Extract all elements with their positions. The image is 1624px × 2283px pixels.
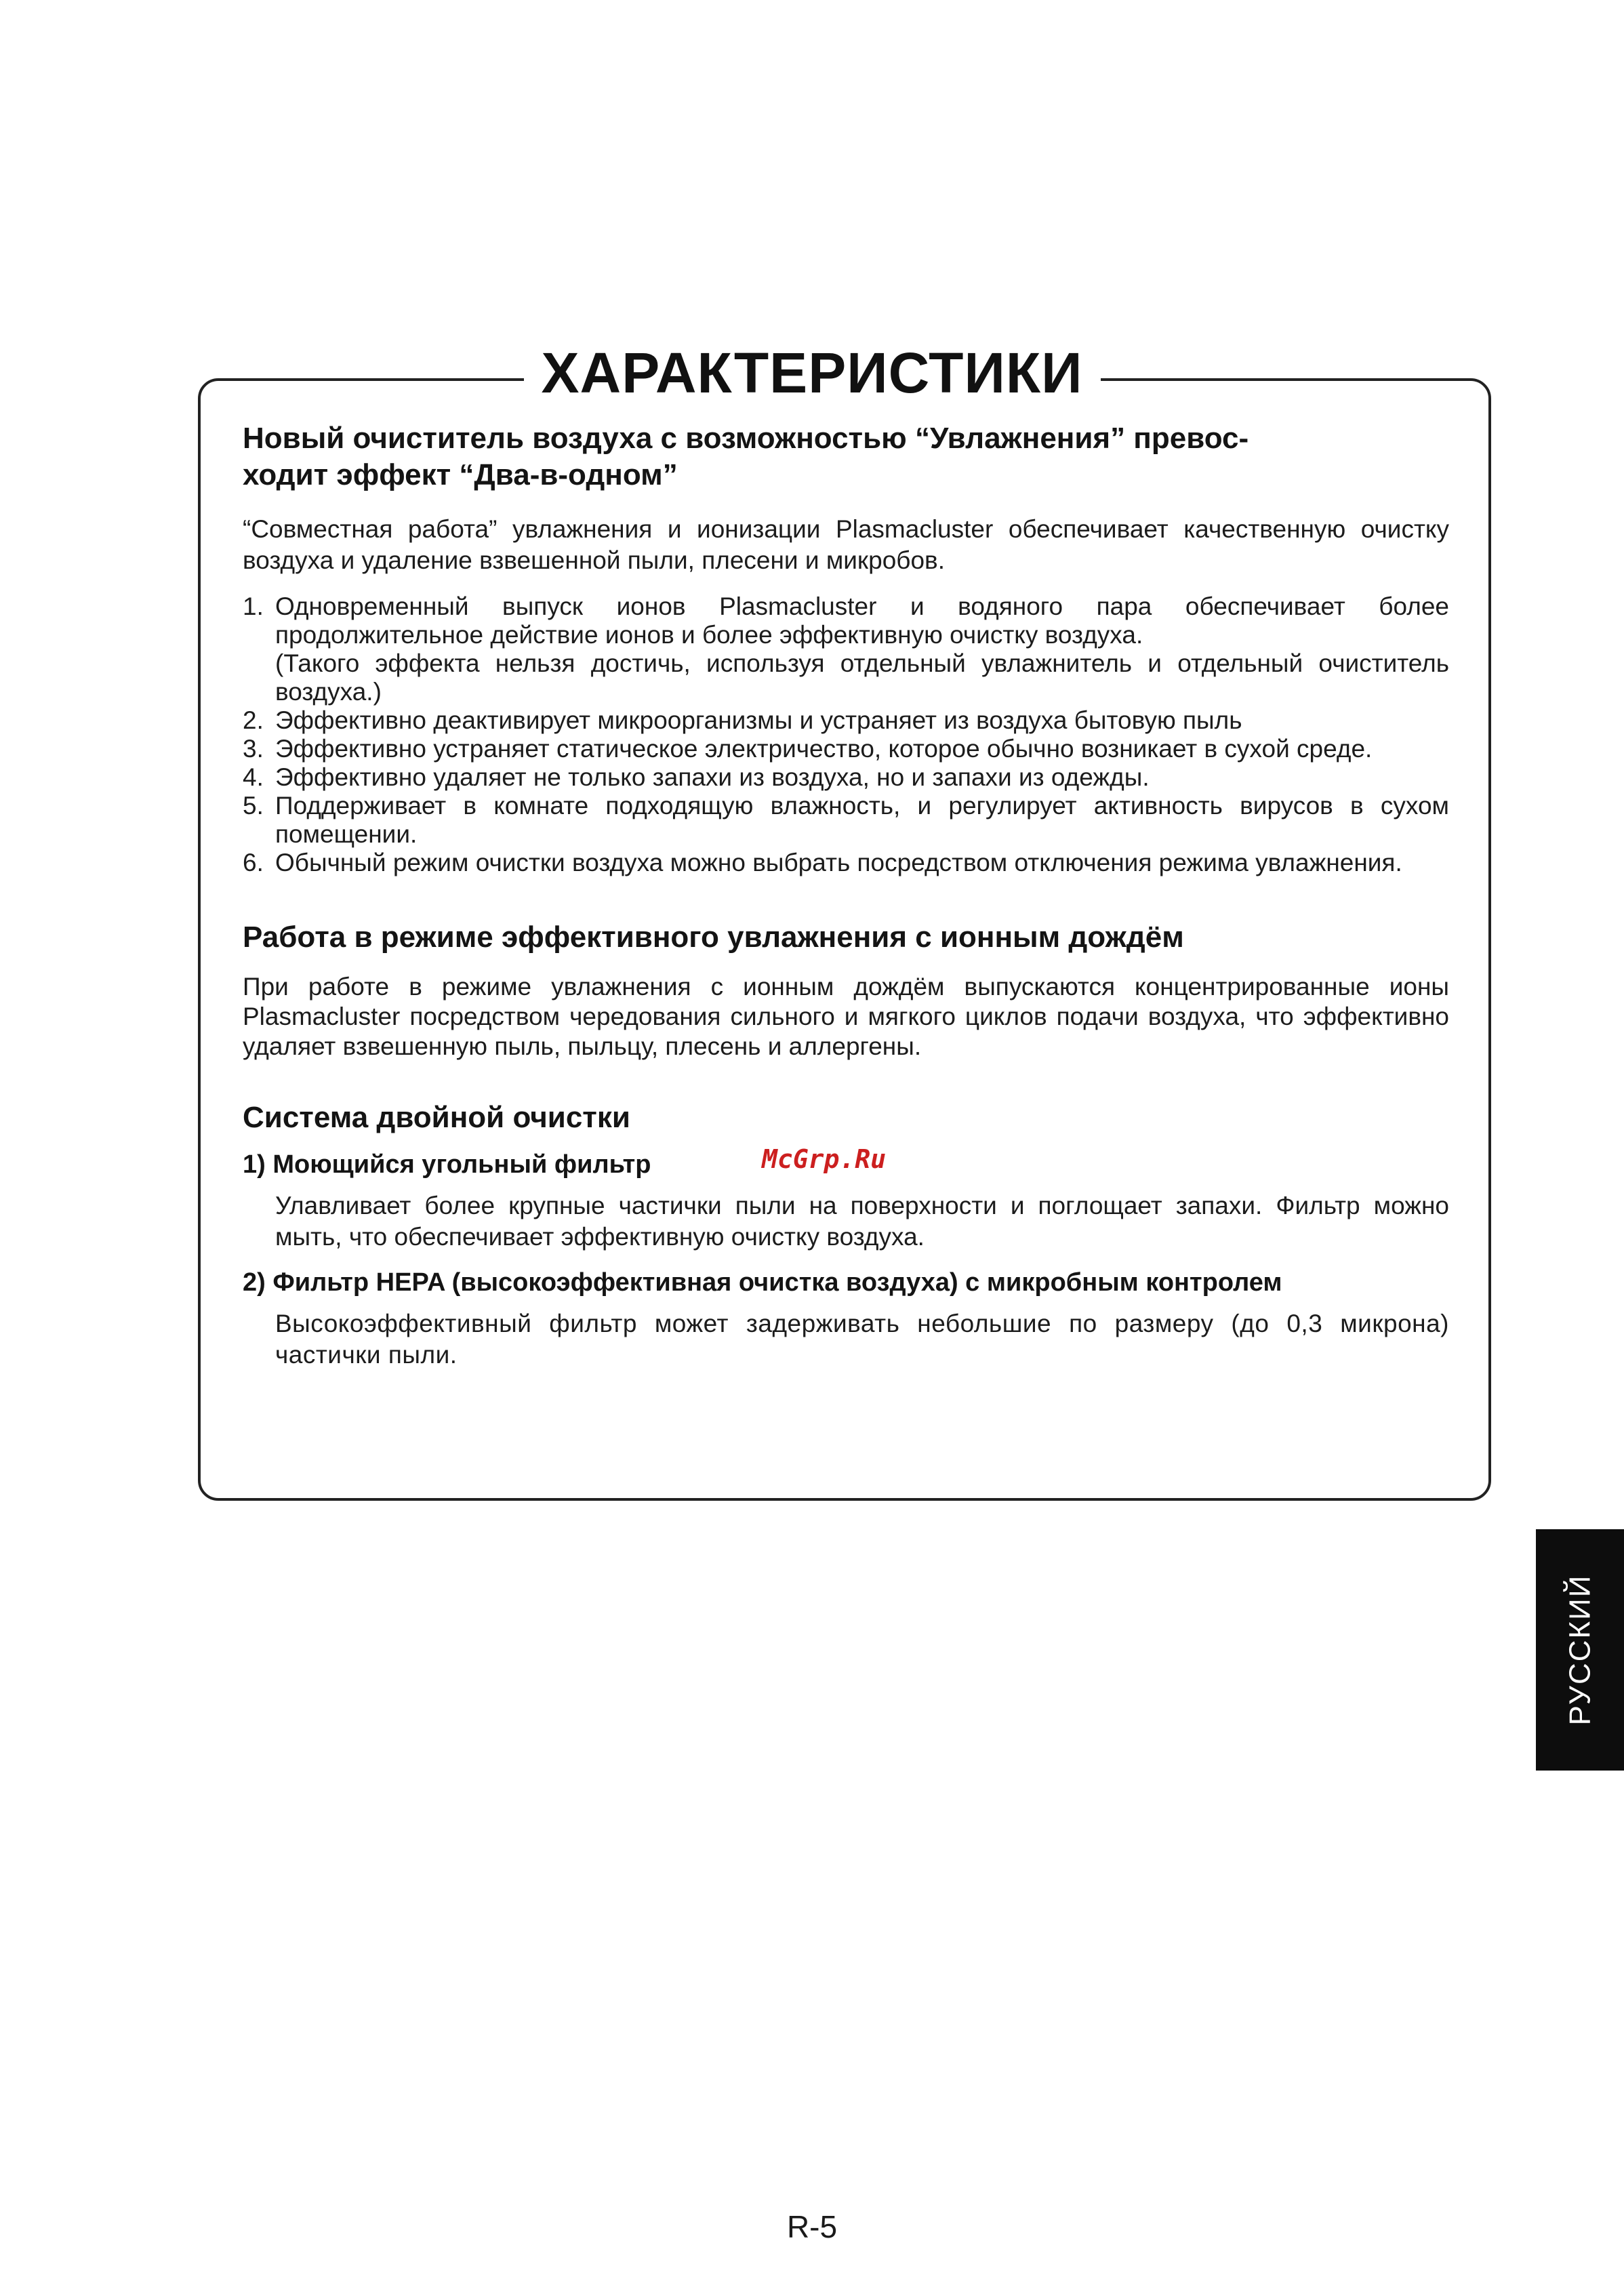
- list-item-text: Поддерживает в комнате подходящую влажность, и регулирует активность вирусов в сухом помещении.: [275, 792, 1449, 848]
- subsection2-heading: 2) Фильтр HEPA (высокоэффективная очистка воздуха) с микробным контролем: [243, 1268, 1282, 1297]
- watermark-text: McGrp.Ru: [762, 1144, 887, 1174]
- list-item-number: 3.: [243, 735, 264, 763]
- language-tab-label: РУССКИЙ: [1563, 1574, 1597, 1726]
- subsection1-body: Улавливает более крупные частички пыли на поверхности и поглощает запахи. Фильтр можно мыть, что обеспечивает эффективную очистку воздуха.: [275, 1192, 1449, 1251]
- page-number: R-5: [786, 2209, 838, 2244]
- list-item-number: 4.: [243, 763, 264, 791]
- section-humidification: [243, 420, 1449, 877]
- list-item: [243, 792, 1449, 849]
- section2-body: При работе в режиме увлажнения с ионным дождём выпускаются концентрированные ионы Plasmacluster посредством чередования сильного и мягкого циклов подачи воздуха, что эффективно удаляет взвешенную пыль, пыльцу, плесень и аллергены.: [243, 973, 1449, 1060]
- subsection1-heading: 1) Моющийся угольный фильтр: [243, 1150, 651, 1179]
- list-item-number: 6.: [243, 849, 264, 876]
- section1-heading: [243, 420, 1449, 493]
- subsection2-body: Высокоэффективный фильтр может задерживать небольшие по размеру (до 0,3 микрона) частички пыли.: [275, 1310, 1449, 1369]
- list-item-text: Одновременный выпуск ионов Plasmacluster и водяного пара обеспечивает более продолжительное действие ионов и более эффективную очистку воздуха.: [275, 592, 1449, 649]
- language-tab: [1536, 1529, 1624, 1771]
- title-wrap: [0, 339, 1624, 407]
- list-item: [243, 706, 1449, 735]
- list-item-text: Эффективно устраняет статическое электричество, которое обычно возникает в сухой среде.: [275, 735, 1373, 763]
- list-item: [243, 592, 1449, 706]
- section1-heading-line2: ходит эффект “Два-в-одном”: [243, 458, 678, 491]
- content: [243, 420, 1449, 1371]
- section-double-cleaning: [243, 1099, 1449, 1371]
- list-item: [243, 735, 1449, 763]
- section1-intro: “Совместная работа” увлажнения и ионизации Plasmacluster обеспечивает качественную очистку воздуха и удаление взвешенной пыли, плесени и микробов.: [243, 515, 1449, 574]
- list-item-number: 1.: [243, 592, 264, 620]
- section1-heading-line1: Новый очиститель воздуха с возможностью “Увлажнения” превос-: [243, 422, 1249, 455]
- features-list: [243, 592, 1449, 877]
- list-item-number: 2.: [243, 706, 264, 734]
- list-item: [243, 763, 1449, 792]
- list-item-text: Обычный режим очистки воздуха можно выбрать посредством отключения режима увлажнения.: [275, 849, 1402, 876]
- section-ion-rain: [243, 919, 1449, 1062]
- list-item-number: 5.: [243, 792, 264, 820]
- section2-heading: Работа в режиме эффективного увлажнения с ионным дождём: [243, 921, 1184, 954]
- list-item-text: Эффективно удаляет не только запахи из воздуха, но и запахи из одежды.: [275, 763, 1150, 791]
- page-title: ХАРАКТЕРИСТИКИ: [524, 339, 1101, 407]
- list-item-text: Эффективно деактивирует микроорганизмы и устраняет из воздуха бытовую пыль: [275, 706, 1242, 734]
- section3-heading: Система двойной очистки: [243, 1101, 630, 1134]
- list-item: [243, 849, 1449, 877]
- list-item-note: (Такого эффекта нельзя достичь, используя отдельный увлажнитель и отдельный очиститель воздуха.): [275, 649, 1449, 706]
